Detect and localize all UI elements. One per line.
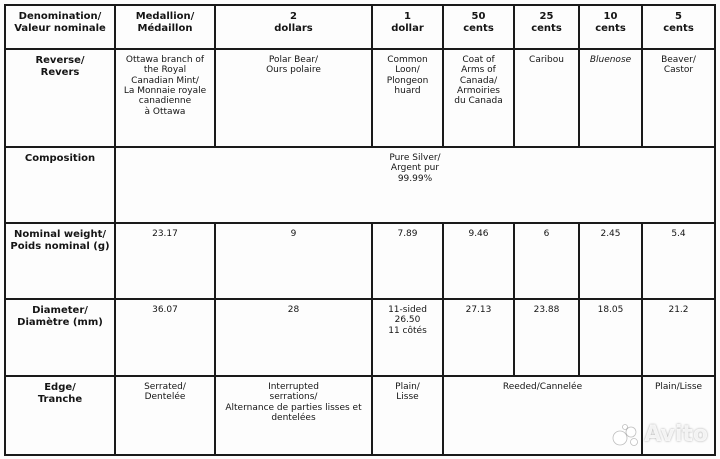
diameter-1-dollar: 11-sided 26.50 11 côtés [372,299,443,376]
col-10-cents: 10 cents [579,5,642,49]
col-2-dollars: 2 dollars [215,5,372,49]
edge-reeded: Reeded/Cannelée [443,376,642,455]
reverse-2-dollars: Polar Bear/ Ours polaire [215,49,372,147]
avito-watermark [612,422,708,447]
denomination-label: Denomination/ Valeur nominale [5,5,115,49]
col-50-cents: 50 cents [443,5,514,49]
weight-medallion: 23.17 [115,223,215,299]
weight-50-cents: 9.46 [443,223,514,299]
reverse-50-cents: Coat of Arms of Canada/ Armoiries du Canada [443,49,514,147]
weight-5-cents: 5.4 [642,223,715,299]
reverse-label: Reverse/ Revers [5,49,115,147]
diameter-2-dollars: 28 [215,299,372,376]
denomination-row [5,5,715,49]
col-1-dollar: 1 dollar [372,5,443,49]
reverse-medallion: Ottawa branch of the Royal Canadian Mint/ La Monnaie royale canadienne à Ottawa [115,49,215,147]
edge-medallion: Serrated/ Dentelée [115,376,215,455]
reverse-10-cents: Bluenose [579,49,642,147]
edge-label: Edge/ Tranche [5,376,115,455]
col-25-cents: 25 cents [514,5,579,49]
composition-value: Pure Silver/ Argent pur 99.99% [115,147,715,223]
col-medallion: Medallion/ Médaillon [115,5,215,49]
diameter-25-cents: 23.88 [514,299,579,376]
reverse-1-dollar: Common Loon/ Plongeon huard [372,49,443,147]
reverse-25-cents: Caribou [514,49,579,147]
coin-specifications-table [4,4,716,456]
edge-2-dollars: Interrupted serrations/ Alternance de parties lisses et dentelées [215,376,372,455]
reverse-5-cents: Beaver/ Castor [642,49,715,147]
edge-1-dollar: Plain/ Lisse [372,376,443,455]
weight-2-dollars: 9 [215,223,372,299]
reverse-row [5,49,715,147]
diameter-50-cents: 27.13 [443,299,514,376]
avito-logo-icon [612,423,640,447]
diameter-row [5,299,715,376]
weight-25-cents: 6 [514,223,579,299]
diameter-5-cents: 21.2 [642,299,715,376]
diameter-10-cents: 18.05 [579,299,642,376]
weight-row [5,223,715,299]
avito-watermark-text: Avito [644,422,708,447]
composition-label: Composition [5,147,115,223]
edge-row [5,376,715,455]
weight-1-dollar: 7.89 [372,223,443,299]
composition-row [5,147,715,223]
weight-label: Nominal weight/ Poids nominal (g) [5,223,115,299]
col-5-cents: 5 cents [642,5,715,49]
diameter-medallion: 36.07 [115,299,215,376]
diameter-label: Diameter/ Diamètre (mm) [5,299,115,376]
weight-10-cents: 2.45 [579,223,642,299]
edge-5-cents: Plain/Lisse [642,376,715,455]
